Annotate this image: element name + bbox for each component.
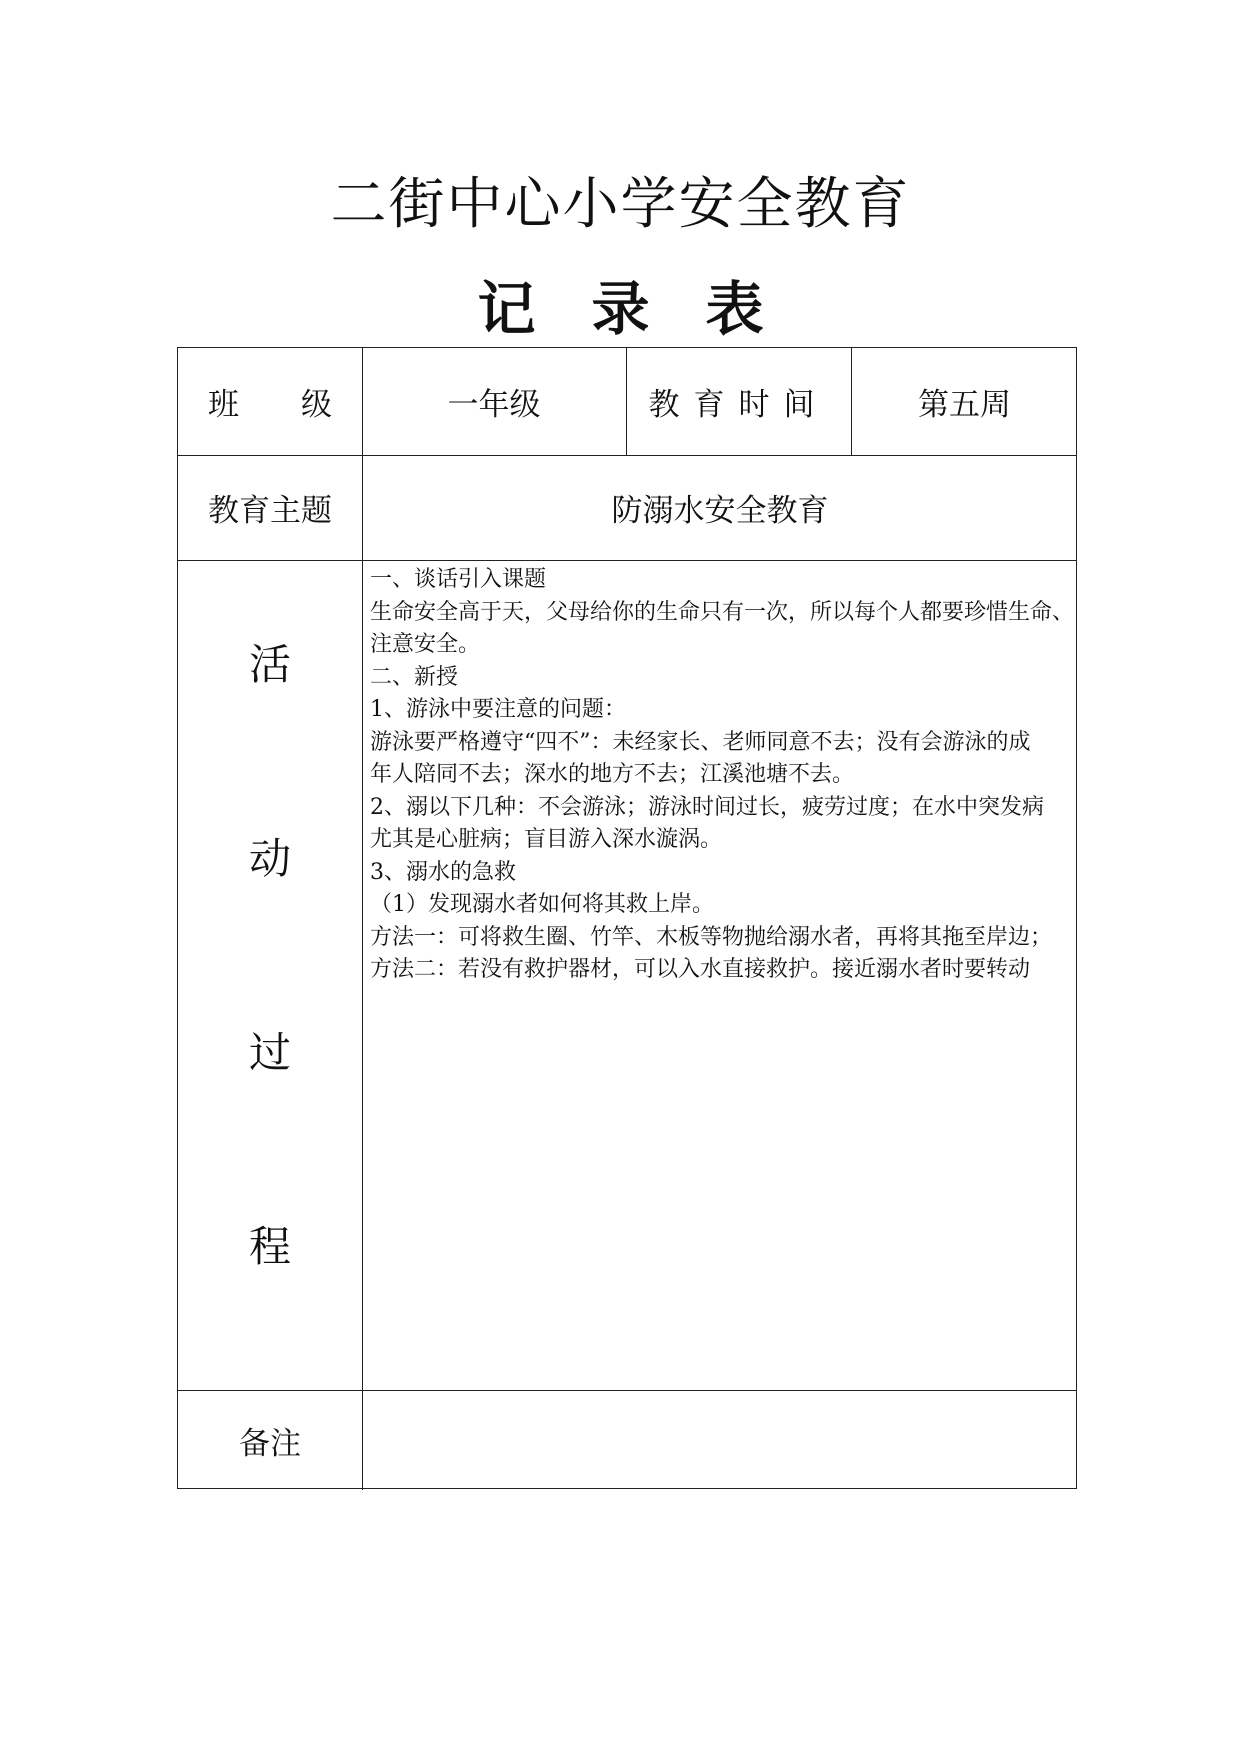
topic-value: 防溺水安全教育 (611, 493, 829, 529)
subtitle-char-1: 记 (477, 275, 536, 343)
subtitle-char-2: 录 (591, 275, 650, 343)
content-line: 一、谈话引入课题 (370, 567, 547, 592)
content-line: 1、游泳中要注意的问题： (370, 697, 626, 722)
content-line: 尤其是心脏病；盲目游入深水漩涡。 (370, 827, 723, 852)
activity-label (178, 560, 362, 1390)
content-line: （1）发现溺水者如何将其救上岸。 (370, 892, 714, 917)
content-line: 二、新授 (370, 664, 459, 690)
activity-label-char: 动 (248, 834, 291, 883)
activity-content (370, 564, 1075, 987)
class-value: 一年级 (447, 387, 541, 423)
remark-value (362, 1390, 1078, 1490)
content-line: 2、溺以下几种：不会游泳；游泳时间过长，疲劳过度；在水中突发病 (370, 794, 1044, 820)
content-line: 游泳要严格遵守“四不”：未经家长、老师同意不去；没有会游泳的成 (370, 729, 1031, 755)
content-line: 注意安全。 (370, 632, 481, 657)
time-value: 第五周 (918, 387, 1011, 423)
document-title: 二街中心小学安全教育 (330, 172, 911, 237)
remark-label: 备注 (239, 1425, 301, 1462)
topic-label: 教育主题 (208, 493, 332, 529)
content-line: 方法二：若没有救护器材，可以入水直接救护。接近溺水者时要转动 (370, 957, 1031, 982)
activity-label-char: 过 (248, 1028, 291, 1077)
time-label: 教育时间 (648, 387, 829, 423)
content-line: 3、溺水的急救 (370, 859, 516, 885)
content-line: 生命安全高于天，父母给你的生命只有一次，所以每个人都要珍惜生命、 (370, 599, 1075, 625)
class-label: 班 级 (208, 387, 332, 423)
subtitle-char-3: 表 (705, 275, 764, 343)
content-line: 年人陪同不去；深水的地方不去；江溪池塘不去。 (370, 762, 855, 787)
activity-label-char: 活 (248, 640, 291, 689)
record-table (177, 347, 1077, 1489)
activity-label-char: 程 (248, 1222, 291, 1271)
content-line: 方法一：可将救生圈、竹竿、木板等物抛给溺水者，再将其拖至岸边； (370, 924, 1053, 950)
document-subtitle (0, 262, 1241, 346)
